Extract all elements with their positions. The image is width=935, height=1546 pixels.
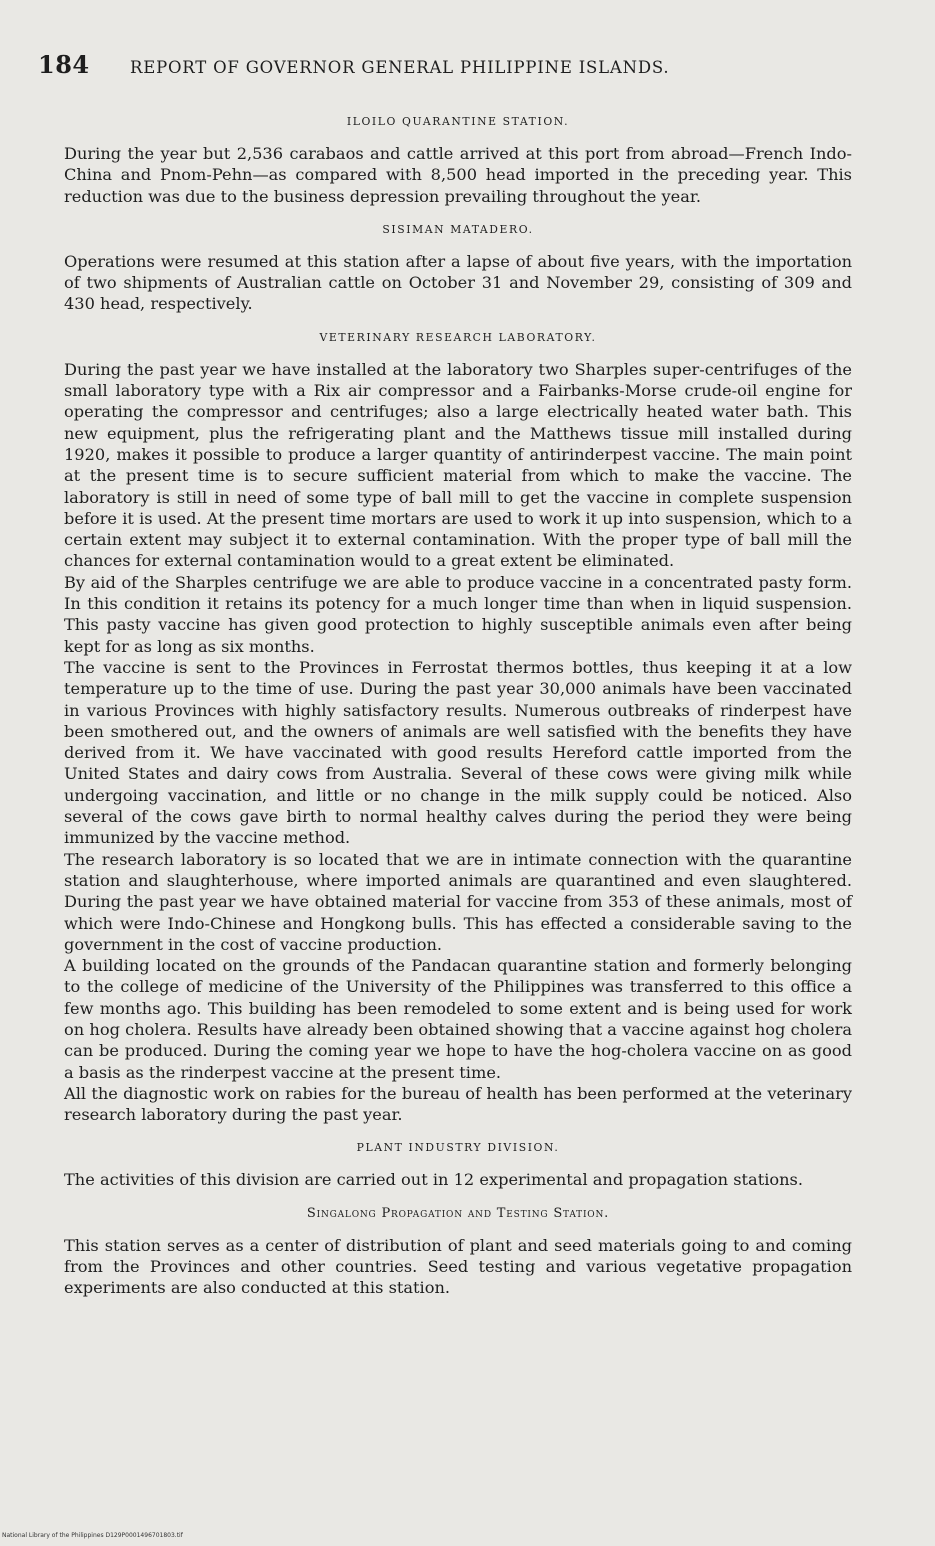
- paragraph: All the diagnostic work on rabies for the bureau of health has been performed at the veterinary research laboratory during the past year.: [64, 1083, 852, 1125]
- section-heading: PLANT INDUSTRY DIVISION.: [356, 1141, 560, 1155]
- page-number: 184: [38, 50, 90, 79]
- section-heading: SISIMAN MATADERO.: [382, 222, 534, 236]
- section-singalong-station: [64, 1204, 852, 1299]
- paragraph: During the past year we have installed at the laboratory two Sharples super-centrifuges of the small laboratory type with a Rix air compressor and a Fairbanks-Morse crude-oil engine for operating the compressor and centrifuges; also a large electrically heated water bath. This new equipment, plus the refrigerating plant and the Matthews tissue mill installed during 1920, makes it possible to produce a larger quantity of antirinderpest vaccine. The main point at the present time is to secure sufficient material from which to make the vaccine. The laboratory is still in need of some type of ball mill to get the vaccine in complete suspension before it is used. At the present time mortars are used to work it up into suspension, which to a certain extent may subject it to external contamination. With the proper type of ball mill the chances for external contamination would to a great extent be eliminated.: [64, 359, 852, 571]
- paragraph: The activities of this division are carried out in 12 experimental and propagation stations.: [64, 1170, 803, 1190]
- running-title: REPORT OF GOVERNOR GENERAL PHILIPPINE ISLANDS.: [130, 58, 670, 77]
- section-iloilo-quarantine: [64, 112, 852, 207]
- section-veterinary-research: [64, 328, 852, 1126]
- paragraph: Operations were resumed at this station after a lapse of about five years, with the importation of two shipments of Australian cattle on October 31 and November 29, consisting of 309 and 430 head, respectively.: [64, 251, 852, 314]
- paragraph: The vaccine is sent to the Provinces in Ferrostat thermos bottles, thus keeping it at a low temperature up to the time of use. During the past year 30,000 animals have been vaccinated in various Provinces with highly satisfactory results. Numerous outbreaks of rinderpest have been smothered out, and the owners of animals are well satisfied with the benefits they have derived from it. We have vaccinated with good results Hereford cattle imported from the United States and dairy cows from Australia. Several of these cows were giving milk while undergoing vaccination, and little or no change in the milk supply could be noticed. Also several of the cows gave birth to normal healthy calves during the period they were being immunized by the vaccine method.: [64, 657, 852, 848]
- paragraph: During the year but 2,536 carabaos and cattle arrived at this port from abroad—French Indo-China and Pnom-Pehn—as compared with 8,500 head imported in the preceding year. This reduction was due to the business depression prevailing throughout the year.: [64, 144, 852, 206]
- section-sisiman-matadero: [64, 220, 852, 315]
- page-body: [64, 112, 852, 1299]
- section-heading: ILOILO QUARANTINE STATION.: [346, 115, 570, 128]
- page-header: [38, 50, 898, 90]
- paragraph: A building located on the grounds of the Pandacan quarantine station and formerly belonging to the college of medicine of the University of the Philippines was transferred to this office a few months ago. This building has been remodeled to some extent and is being used for work on hog cholera. Results have already been obtained showing that a vaccine against hog cholera can be produced. During the coming year we hope to have the hog-cholera vaccine on as good a basis as the rinderpest vaccine at the present time.: [64, 956, 852, 1082]
- paragraph: The research laboratory is so located that we are in intimate connection with the quarantine station and slaughterhouse, where imported animals are quarantined and even slaughtered. During the past year we have obtained material for vaccine from 353 of these animals, most of which were Indo-Chinese and Hongkong bulls. This has effected a considerable saving to the government in the cost of vaccine production.: [64, 849, 852, 954]
- section-plant-industry: [64, 1138, 852, 1190]
- section-heading: VETERINARY RESEARCH LABORATORY.: [319, 330, 597, 344]
- scan-watermark: National Library of the Philippines D129P0001496701803.tif: [2, 1532, 183, 1539]
- paragraph: By aid of the Sharples centrifuge we are able to produce vaccine in a concentrated pasty form. In this condition it retains its potency for a much longer time than when in liquid suspension. This pasty vaccine has given good protection to highly susceptible animals even after being kept for as long as six months.: [64, 572, 852, 656]
- paragraph: This station serves as a center of distribution of plant and seed materials going to and coming from the Provinces and other countries. Seed testing and various vegetative propagation experiments are also conducted at this station.: [64, 1235, 852, 1298]
- subsection-heading: Singalong Propagation and Testing Station.: [306, 1205, 610, 1221]
